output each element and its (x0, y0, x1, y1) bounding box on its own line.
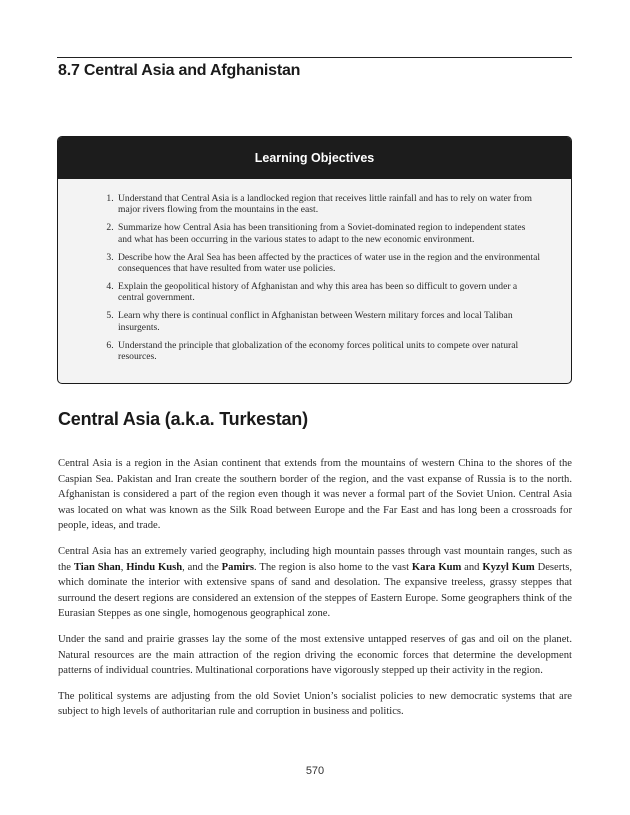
text-run: , and the (182, 561, 222, 573)
paragraph: Under the sand and prairie grasses lay the some of the most extensive untapped reserves of gas and oil on the planet. Natural resources are the main attraction of the region driving the economic forces that determine the development patterns of individual countries. Multinational corporations have vigorously stepped up their activity in the region. (58, 633, 572, 677)
bold-term: Hindu Kush (126, 561, 183, 573)
objective-item: 1. Understand that Central Asia is a landlocked region that receives little rainfall and has to rely on water from major rivers flowing from the mountains in the east. (116, 193, 541, 216)
objective-item: 4. Explain the geopolitical history of Afghanistan and why this area has been so difficult to govern under a central government. (116, 281, 541, 304)
page-number: 570 (305, 765, 325, 777)
text-run: Deserts, which dominate the interior with extensive spans of sand and desolation. The expansive treeless, grassy steppes that surround the desert regions are considered an extension of the steppes of Eastern Europe. Some geographers think of the Eurasian Steppes as one single, homogenous geographical zone. (58, 561, 572, 620)
body-text (58, 456, 572, 730)
subheading: Central Asia (a.k.a. Turkestan) (58, 409, 308, 429)
objective-item: 6. Understand the principle that globalization of the economy forces political units to compete over natural resources. (116, 340, 541, 363)
text-run: . The region is also home to the vast (254, 561, 412, 573)
text-run: , (120, 561, 127, 573)
paragraph: Central Asia is a region in the Asian continent that extends from the mountains of western China to the shores of the Caspian Sea. Pakistan and Iran create the southern border of the region, and the vast expanse of Russia is to the north. Afghanistan is considered a part of the region even though it was never a formal part of the Soviet Union. Central Asia was located on what was known as the Silk Road between Europe and the Far East and has long been a crossroads for people, ideas, and trade. (58, 458, 572, 532)
learning-objectives-heading: Learning Objectives (58, 137, 571, 179)
text-run: Central Asia has an extremely varied geography, including high mountain passes through vast mountain ranges, such as the (58, 545, 572, 573)
objective-item: 5. Learn why there is continual conflict in Afghanistan between Western military forces and local Taliban insurgents. (116, 310, 541, 333)
objective-item: 2. Summarize how Central Asia has been transitioning from a Soviet-dominated region to independent states and what has been occurring in the various states to adapt to the new economic environment. (116, 222, 541, 245)
bold-term: Kyzyl Kum (482, 561, 535, 573)
learning-objectives-list (58, 179, 571, 362)
paragraph: The political systems are adjusting from the old Soviet Union’s socialist policies to new democratic systems that are subject to high levels of authoritarian rule and corruption in business and politics. (58, 690, 572, 718)
bold-term: Tian Shan (73, 561, 121, 573)
bold-term: Pamirs (221, 561, 255, 573)
section-title: 8.7 Central Asia and Afghanistan (58, 62, 301, 79)
top-rule (57, 57, 572, 58)
objective-item: 3. Describe how the Aral Sea has been affected by the practices of water use in the region and the environmental consequences that have resulted from water use policies. (116, 252, 541, 275)
paragraph (58, 544, 572, 622)
text-run: and (461, 561, 483, 573)
learning-objectives-box (57, 136, 572, 384)
bold-term: Kara Kum (411, 561, 462, 573)
